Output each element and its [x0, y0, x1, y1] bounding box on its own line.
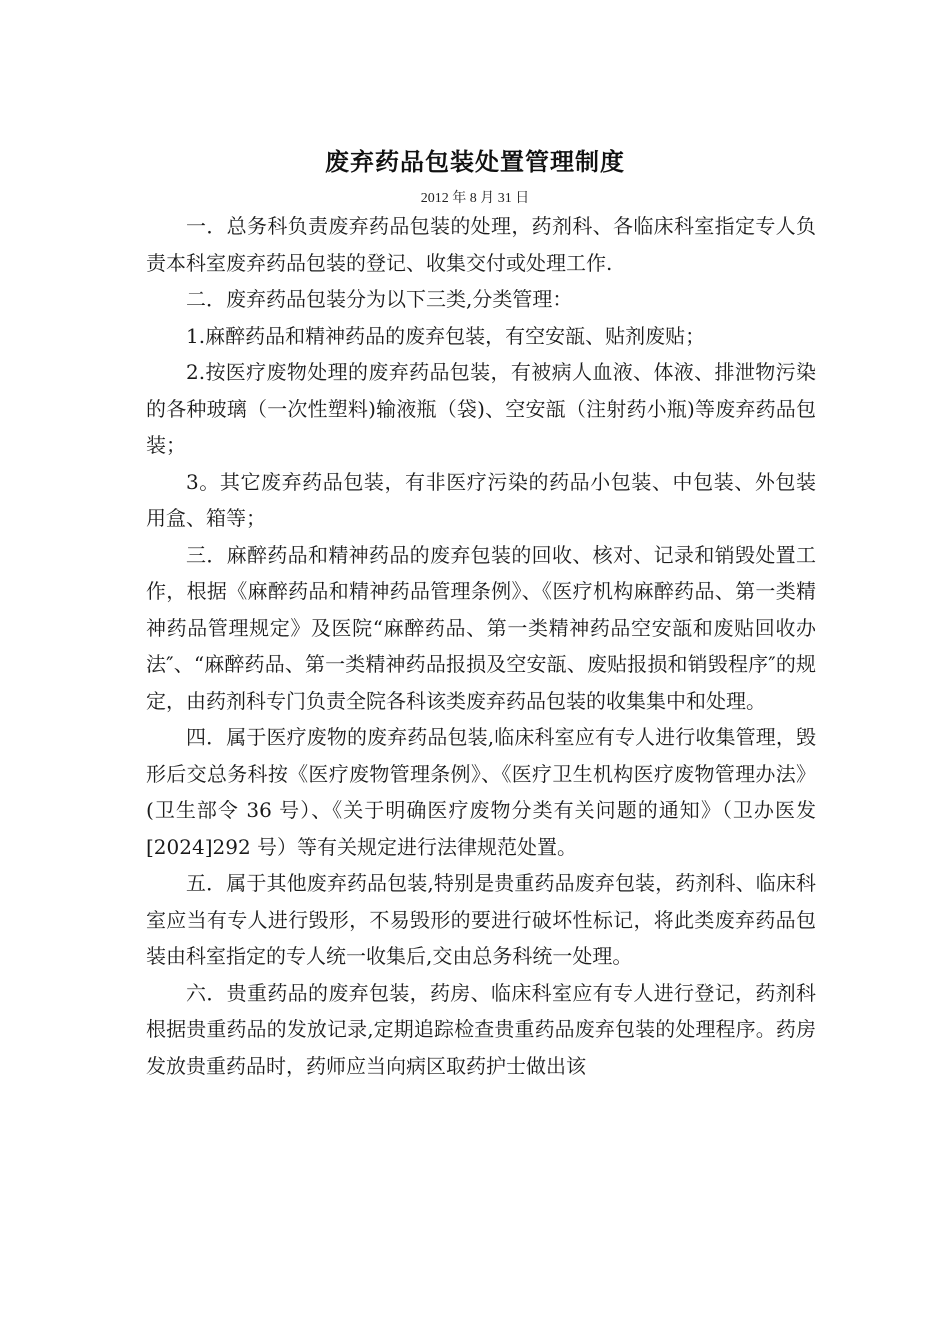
document-date: 2012 年 8 月 31 日 [420, 191, 530, 206]
paragraph-3: 1.麻醉药品和精神药品的废弃包装，有空安瓿、贴剂废贴； [186, 323, 706, 348]
paragraph-4: 2.按医疗废物处理的废弃药品包装，有被病人血液、体液、排泄物污染的各种玻璃（一次性塑料)输液瓶（袋)、空安瓿（注射药小瓶)等废弃药品包装； [146, 360, 816, 457]
document-title: 废弃药品包装处置管理制度 [325, 148, 625, 176]
paragraph-6: 三．麻醉药品和精神药品的废弃包装的回收、核对、记录和销毁处置工作，根据《麻醉药品和精神药品管理条例》、《医疗机构麻醉药品、第一类精神药品管理规定》及医院“麻醉药品、第一类精神药品空安瓿和废贴回收办法″、“麻醉药品、第一类精神药品报损及空安瓿、废贴报损和销毁程序″的规定，由药剂科专门负责全院各科该类废弃药品包装的收集集中和处理。 [146, 542, 816, 713]
paragraph-9: 六．贵重药品的废弃包装，药房、临床科室应有专人进行登记，药剂科根据贵重药品的发放记录,定期追踪检查贵重药品废弃包装的处理程序。药房发放贵重药品时，药师应当向病区取药护士做出该 [146, 980, 816, 1078]
paragraph-7: 四．属于医疗废物的废弃药品包装,临床科室应有专人进行收集管理，毁形后交总务科按《医疗废物管理条例》、《医疗卫生机构医疗废物管理办法》(卫生部令 36 号）、《关于明确医疗废物分类有关问题的通知》（卫办医发[2024]292 号）等有关规定进行法律规范处置。 [146, 725, 816, 859]
document-body [146, 208, 816, 1084]
paragraph-8: 五．属于其他废弃药品包装,特别是贵重药品废弃包装，药剂科、临床科室应当有专人进行毁形，不易毁形的要进行破坏性标记，将此类废弃药品包装由科室指定的专人统一收集后,交由总务科统一处理。 [146, 871, 816, 968]
paragraph-5: 3。其它废弃药品包装，有非医疗污染的药品小包装、中包装、外包装用盒、箱等； [146, 469, 816, 530]
paragraph-1: 一．总务科负责废弃药品包装的处理，药剂科、各临床科室指定专人负责本科室废弃药品包装的登记、收集交付或处理工作. [146, 214, 816, 275]
paragraph-2: 二．废弃药品包装分为以下三类,分类管理： [186, 287, 573, 311]
